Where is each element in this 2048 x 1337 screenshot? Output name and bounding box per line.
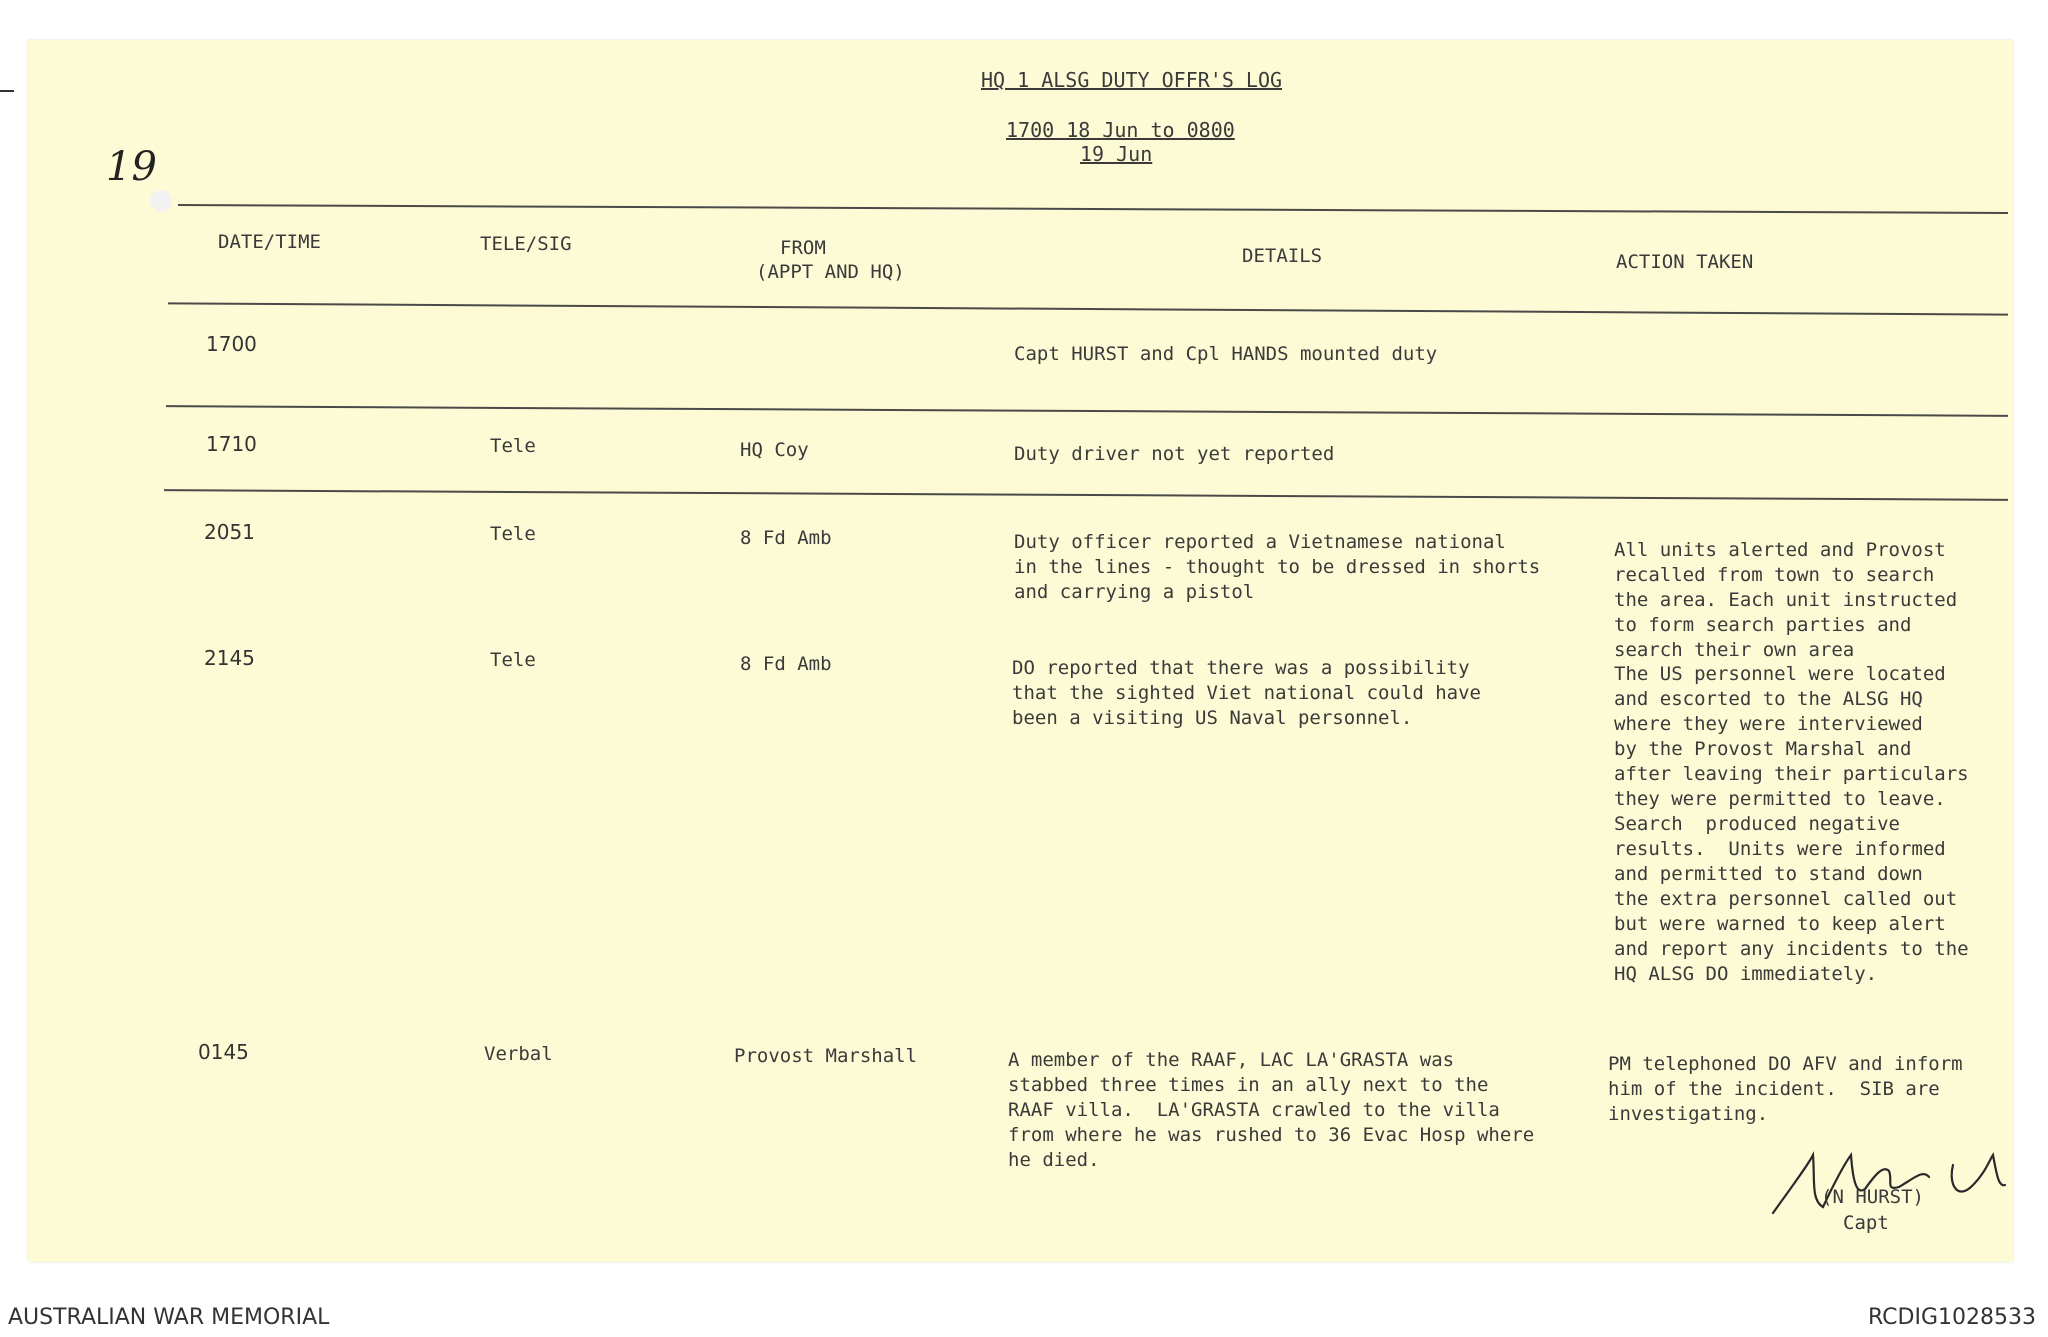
log-range-line2: 19 Jun <box>1080 142 1153 166</box>
log-title: HQ 1 ALSG DUTY OFFR'S LOG <box>981 68 1283 92</box>
entry-1700-details: Capt HURST and Cpl HANDS mounted duty <box>1014 343 1438 365</box>
entry-0145-action: PM telephoned DO AFV and inform him of the incident. SIB are investigating. <box>1608 1053 1963 1125</box>
entry-1700-time: 1700 <box>206 332 257 356</box>
signature-block <box>1753 1125 2048 1245</box>
entry-1710-time: 1710 <box>206 432 257 456</box>
entry-1710-from: HQ Coy <box>740 439 809 461</box>
rule-row-2 <box>164 489 2008 501</box>
entry-2145-details: DO reported that there was a possibility that the sighted Viet national could have been a visiting US Naval personnel. <box>1012 657 1481 729</box>
entry-2051-details: Duty officer reported a Vietnamese national in the lines - thought to be dressed in shorts and carrying a pistol <box>1014 531 1541 603</box>
entry-0145-from: Provost Marshall <box>734 1045 918 1067</box>
rule-row-1 <box>166 405 2008 417</box>
entry-2145-tele: Tele <box>490 649 536 671</box>
log-range-line1: 1700 18 Jun to 0800 <box>1006 118 1235 142</box>
archive-credit: AUSTRALIAN WAR MEMORIAL <box>8 1305 330 1330</box>
entry-0145-details: A member of the RAAF, LAC LA'GRASTA was stabbed three times in an ally next to the RAAF villa. LA'GRASTA crawled to the villa from where he was rushed to 36 Evac Hosp where he died. <box>1008 1049 1535 1171</box>
entry-2051-from: 8 Fd Amb <box>740 527 832 549</box>
entry-2051-time: 2051 <box>204 520 255 544</box>
col-header-from-1: FROM <box>780 237 826 259</box>
archive-id: RCDIG1028533 <box>1867 1305 2036 1330</box>
rule-header-bottom <box>168 302 2008 315</box>
col-header-action: ACTION TAKEN <box>1616 251 1754 273</box>
margin-mark <box>0 90 14 92</box>
entry-0145-tele: Verbal <box>484 1043 553 1065</box>
handwritten-folio-number: 19 <box>106 144 157 190</box>
punch-hole <box>150 190 172 212</box>
entry-2145-time: 2145 <box>204 646 255 670</box>
col-header-from-2: (APPT AND HQ) <box>756 261 905 283</box>
entry-2051-action: All units alerted and Provost recalled from town to search the area. Each unit instructed to form search parties and search their own area <box>1614 539 1958 661</box>
col-header-tele-sig: TELE/SIG <box>480 233 572 255</box>
col-header-date-time: DATE/TIME <box>218 231 321 253</box>
entry-1710-details: Duty driver not yet reported <box>1014 443 1335 465</box>
entry-0145-time: 0145 <box>198 1040 249 1064</box>
log-sheet <box>28 40 2013 1262</box>
entry-2051-tele: Tele <box>490 523 536 545</box>
col-header-details: DETAILS <box>1242 245 1323 267</box>
entry-1710-tele: Tele <box>490 435 536 457</box>
rule-top <box>178 204 2008 214</box>
signature-rank: Capt <box>1843 1212 1889 1234</box>
entry-2145-from: 8 Fd Amb <box>740 653 832 675</box>
signature-name: (N HURST) <box>1821 1186 1924 1208</box>
entry-2145-action: The US personnel were located and escorted to the ALSG HQ where they were interviewed by the Provost Marshal and after leaving their particulars they were permitted to leave. Search produced negative results. Units were informed and permitted to stand down the extra personnel called out but were warned to keep alert and report any incidents to the HQ ALSG DO immediately. <box>1614 663 1969 985</box>
